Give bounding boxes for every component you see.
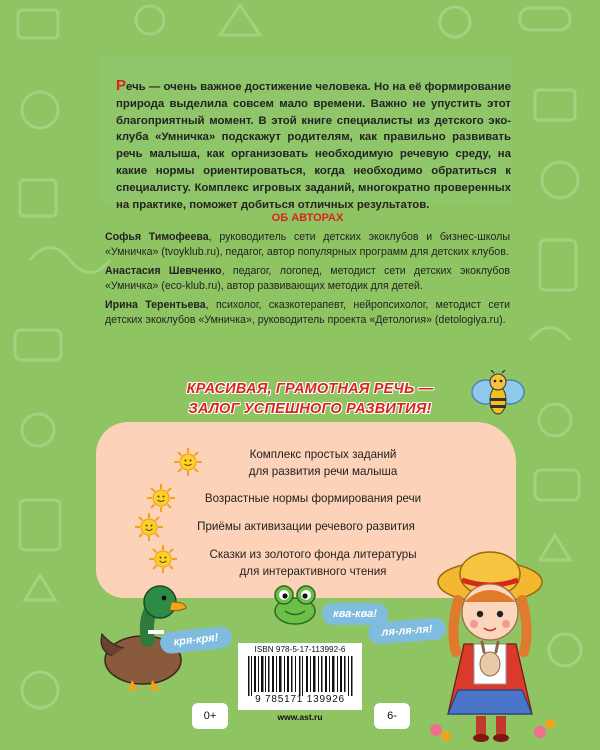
slogan-line: КРАСИВАЯ, ГРАМОТНАЯ РЕЧЬ — [186,381,434,397]
feature-item [166,518,446,535]
slogan [140,379,480,419]
author-bio: , руководитель сети детских экоклубов и бизнес-школы «Умничка» (tvoyklub.ru), педагог, автор популярных программ для детских клубов. [105,231,510,258]
age-rating-badge: 0+ [192,703,228,729]
barcode-icon [246,656,356,696]
feature-line: Комплекс простых заданий [249,448,397,461]
feature-line: Сказки из золотого фонда литературы [209,548,417,561]
feature-line: для развития речи малыша [248,465,398,478]
intro-text: ечь — очень важное достижение человека. Но на её формирование природа выделила совсем мало времени. Важно не упустить этот благоприятный момент. В этой книге специалисты из детского эко-клуба «Умничка» подскажут родителям, как правильно развивать речь малыша, как организовать необходимую речевую среду, на какие нормы ориентироваться, когда необходимо обратиться к специалисту. Комплекс игровых заданий, многократно проверенных на практике, поможет добиться отличных результатов. [116,81,511,211]
barcode-digits: 9 785171 139926 [255,694,345,705]
feature-item [172,546,454,580]
feature-line: Возрастные нормы формирования речи [204,492,422,505]
feature-line: Приёмы активизации речевого развития [197,520,415,533]
intro-paragraph [116,78,511,213]
bee-illustration [470,370,526,422]
author-item [105,230,510,260]
author-name: Софья Тимофеева [105,231,209,243]
authors-section [105,212,510,367]
author-name: Ирина Терентьева [105,299,206,311]
author-item [105,264,510,294]
bubble-text: кря-кря! [173,631,219,649]
author-item [105,298,510,328]
bubble-text: ква-ква! [333,608,377,620]
feature-line: для интерактивного чтения [239,565,387,578]
age-rating-badge-right: 6- [374,703,410,729]
sun-icon [146,483,176,513]
frog-illustration [270,583,320,625]
authors-title: ОБ АВТОРАХ [271,212,344,224]
feature-item [208,446,438,480]
slogan-line: ЗАЛОГ УСПЕШНОГО РАЗВИТИЯ! [188,401,432,417]
sun-icon [134,512,164,542]
bubble-text: ля-ля-ля! [381,623,433,639]
author-name: Анастасия Шевченко [105,265,222,277]
author-bio: , педагог, логопед, методист сети детских экоклубов «Умничка» (eco-klub.ru), автор развивающих методик для детей. [105,265,510,292]
author-bio: , психолог, сказкотерапевт, нейропсихолог, методист сети детских экоклубов «Умничка», руководитель проекта «Детология» (detologiya.ru). [105,299,510,326]
website-text: www.ast.ru [277,712,323,722]
barcode-box [238,643,362,710]
intro-first-letter: Р [116,77,127,94]
feature-item [178,490,448,507]
isbn-text: ISBN 978-5-17-113992-6 [254,645,346,654]
sun-icon [173,447,203,477]
girl-illustration [428,540,558,745]
